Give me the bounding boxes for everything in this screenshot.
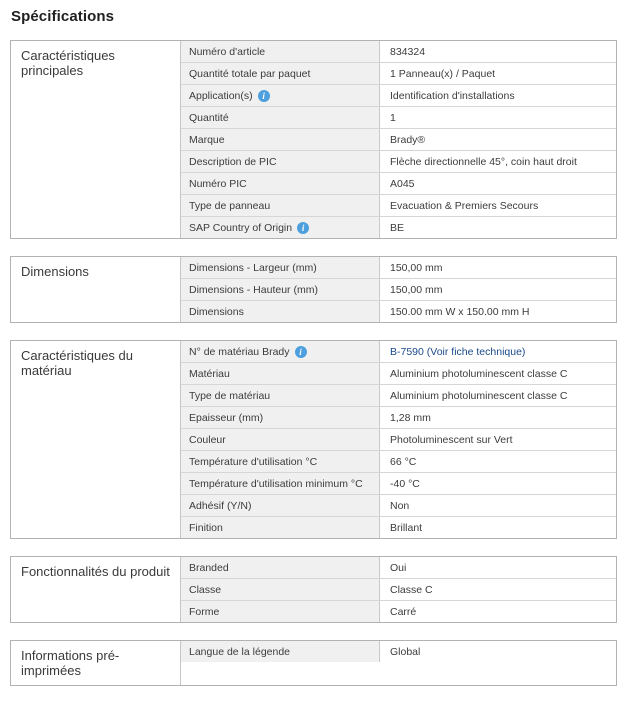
- page-title: Spécifications: [11, 8, 115, 25]
- spec-label: Adhésif (Y/N): [189, 499, 252, 512]
- spec-label: Couleur: [189, 433, 226, 446]
- spec-label-cell: [181, 473, 380, 494]
- spec-label: Epaisseur (mm): [189, 411, 264, 424]
- table-row: [181, 257, 616, 279]
- table-row: [181, 107, 616, 129]
- table-row: [181, 473, 616, 495]
- spec-label: Numéro PIC: [189, 177, 247, 190]
- spec-label-cell: [181, 301, 380, 322]
- spec-label-cell: [181, 279, 380, 300]
- spec-label: Numéro d'article: [189, 45, 266, 58]
- info-icon[interactable]: i: [297, 222, 309, 234]
- spec-value: 150,00 mm: [390, 261, 443, 274]
- spec-label-cell: [181, 257, 380, 278]
- spec-label: SAP Country of Origin: [189, 221, 293, 234]
- spec-value-cell: [380, 129, 616, 150]
- spec-label-cell: [181, 495, 380, 516]
- spec-value-cell: [380, 41, 616, 62]
- spec-rows: [180, 257, 616, 322]
- table-row: [181, 557, 616, 579]
- section-title: Dimensions: [21, 264, 89, 279]
- table-row: [181, 601, 616, 622]
- spec-label: Quantité totale par paquet: [189, 67, 311, 80]
- spec-label-cell: [181, 107, 380, 128]
- spec-value: 150,00 mm: [390, 283, 443, 296]
- spec-label-cell: [181, 151, 380, 172]
- spec-value-cell: [380, 429, 616, 450]
- spec-tables-container: [10, 40, 617, 686]
- spec-rows: [180, 41, 616, 238]
- spec-table: [10, 340, 617, 539]
- spec-value-cell: [380, 151, 616, 172]
- spec-label: Finition: [189, 521, 223, 534]
- spec-value: 1 Panneau(x) / Paquet: [390, 67, 496, 80]
- spec-value: Flèche directionnelle 45°, coin haut droit: [390, 155, 577, 168]
- spec-value-cell: [380, 85, 616, 106]
- spec-value: Aluminium photoluminescent classe C: [390, 367, 568, 380]
- spec-table: [10, 256, 617, 323]
- table-row: [181, 129, 616, 151]
- spec-label-cell: [181, 341, 380, 362]
- spec-label-cell: [181, 363, 380, 384]
- spec-label-cell: [181, 129, 380, 150]
- spec-label-cell: [181, 557, 380, 578]
- spec-value: Non: [390, 499, 410, 512]
- spec-value-cell: [380, 473, 616, 494]
- spec-value: Carré: [390, 605, 417, 618]
- spec-label: Dimensions - Largeur (mm): [189, 261, 317, 274]
- table-row: [181, 63, 616, 85]
- spec-label: Température d'utilisation minimum °C: [189, 477, 363, 490]
- table-row: [181, 407, 616, 429]
- section-title: Caractéristiques principales: [21, 48, 115, 78]
- spec-value-cell: [380, 579, 616, 600]
- spec-label-cell: [181, 217, 380, 238]
- table-row: [181, 151, 616, 173]
- spec-label: Application(s): [189, 89, 253, 102]
- spec-label-cell: [181, 195, 380, 216]
- spec-value-cell: [380, 279, 616, 300]
- table-row: [181, 429, 616, 451]
- table-row: [181, 495, 616, 517]
- table-row: [181, 173, 616, 195]
- spec-value-cell: [380, 257, 616, 278]
- spec-value: -40 °C: [390, 477, 420, 490]
- table-row: [181, 341, 616, 363]
- section-title: Informations pré-imprimées: [21, 648, 120, 678]
- spec-value: Aluminium photoluminescent classe C: [390, 389, 568, 402]
- spec-value: 66 °C: [390, 455, 417, 468]
- spec-label: N° de matériau Brady: [189, 345, 290, 358]
- table-row: [181, 517, 616, 538]
- spec-label-cell: [181, 63, 380, 84]
- info-icon[interactable]: i: [295, 346, 307, 358]
- spec-value-cell: [380, 517, 616, 538]
- spec-value-cell: [380, 301, 616, 322]
- spec-value: Photoluminescent sur Vert: [390, 433, 513, 446]
- spec-label-cell: [181, 601, 380, 622]
- spec-value: Identification d'installations: [390, 89, 515, 102]
- table-row: [181, 195, 616, 217]
- spec-value: Brady®: [390, 133, 426, 146]
- spec-value: Classe C: [390, 583, 433, 596]
- spec-value-cell: [380, 451, 616, 472]
- spec-value: Oui: [390, 561, 407, 574]
- info-icon[interactable]: i: [258, 90, 270, 102]
- spec-label: Langue de la légende: [189, 645, 291, 658]
- spec-value-cell: [380, 363, 616, 384]
- spec-value: 150.00 mm W x 150.00 mm H: [390, 305, 530, 318]
- spec-value-cell: [380, 63, 616, 84]
- spec-value: Evacuation & Premiers Secours: [390, 199, 539, 212]
- spec-label: Type de panneau: [189, 199, 271, 212]
- spec-label-cell: [181, 517, 380, 538]
- spec-value-cell: [380, 195, 616, 216]
- spec-value-cell: [380, 557, 616, 578]
- spec-value-cell: [380, 407, 616, 428]
- spec-label-cell: [181, 407, 380, 428]
- spec-value-cell: [380, 601, 616, 622]
- spec-value: A045: [390, 177, 415, 190]
- spec-label: Quantité: [189, 111, 229, 124]
- spec-value-cell: [380, 217, 616, 238]
- spec-value-cell: [380, 107, 616, 128]
- table-row: [181, 41, 616, 63]
- spec-table: [10, 40, 617, 239]
- spec-label-cell: [181, 579, 380, 600]
- section-title: Fonctionnalités du produit: [21, 564, 170, 579]
- table-row: [181, 85, 616, 107]
- spec-label: Branded: [189, 561, 229, 574]
- spec-rows: [180, 341, 616, 538]
- table-row: [181, 363, 616, 385]
- spec-label: Dimensions: [189, 305, 244, 318]
- spec-value-cell: [380, 385, 616, 406]
- table-row: [181, 579, 616, 601]
- spec-label: Classe: [189, 583, 222, 596]
- spec-value-cell: [380, 495, 616, 516]
- spec-label: Dimensions - Hauteur (mm): [189, 283, 318, 296]
- spec-label-cell: [181, 85, 380, 106]
- material-datasheet-link[interactable]: B-7590 (Voir fiche technique): [390, 345, 526, 358]
- spec-label-cell: [181, 429, 380, 450]
- spec-value: Global: [390, 645, 421, 658]
- spec-value-cell: [380, 341, 616, 362]
- spec-label: Matériau: [189, 367, 230, 380]
- spec-label: Type de matériau: [189, 389, 271, 402]
- spec-value-cell: [380, 173, 616, 194]
- spec-label: Description de PIC: [189, 155, 277, 168]
- spec-label-cell: [181, 41, 380, 62]
- spec-table: [10, 640, 617, 686]
- spec-label: Température d'utilisation °C: [189, 455, 318, 468]
- spec-rows: [180, 641, 616, 685]
- section-title: Caractéristiques du matériau: [21, 348, 133, 378]
- table-row: [181, 217, 616, 238]
- spec-value: Brillant: [390, 521, 423, 534]
- spec-label: Marque: [189, 133, 225, 146]
- table-row: [181, 301, 616, 322]
- spec-label-cell: [181, 451, 380, 472]
- spec-value: 834324: [390, 45, 426, 58]
- spec-label-cell: [181, 385, 380, 406]
- spec-value: 1,28 mm: [390, 411, 431, 424]
- spec-table: [10, 556, 617, 623]
- table-row: [181, 279, 616, 301]
- spec-label-cell: [181, 173, 380, 194]
- spec-rows: [180, 557, 616, 622]
- spec-value: 1: [390, 111, 396, 124]
- table-row: [181, 451, 616, 473]
- table-row: [181, 385, 616, 407]
- spec-label: Forme: [189, 605, 220, 618]
- spec-value: BE: [390, 221, 405, 234]
